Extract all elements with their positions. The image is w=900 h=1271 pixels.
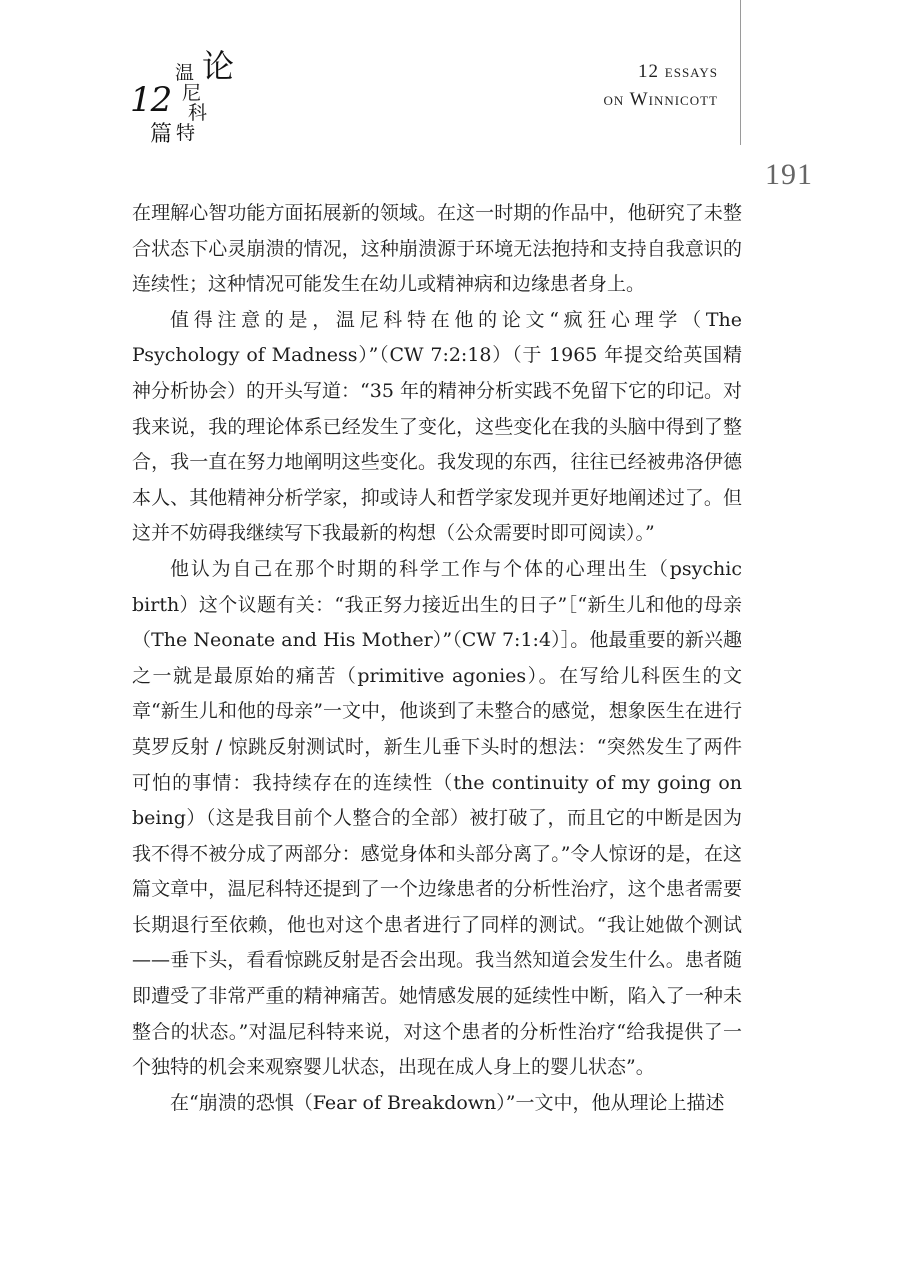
- logo-numeral: 12: [130, 80, 172, 120]
- paragraph-continued: 在理解心智功能方面拓展新的领域。在这一时期的作品中，他研究了未整合状态下心灵崩溃的情况，这种崩溃源于环境无法抱持和支持自我意识的连续性；这种情况可能发生在幼儿或精神病和边缘患者身上。: [132, 202, 742, 296]
- running-head-line-2: on Winnicott: [603, 89, 718, 110]
- logo-char-wen: 温: [175, 62, 195, 84]
- logo-char-ke: 科: [188, 102, 208, 124]
- header-divider: [740, 0, 741, 145]
- book-series-logo: [130, 47, 240, 150]
- body-text: [132, 196, 742, 1121]
- paragraph: 值得注意的是，温尼科特在他的论文“疯狂心理学（The Psychology of Madness）”（CW 7:2:18）（于 1965 年提交给英国精神分析协会）的开头写道：“35 年的精神分析实践不免留下它的印记。对我来说，我的理论体系已经发生了变化，这些变化在我的头脑中得到了整合，我一直在努力地阐明这些变化。我发现的东西，往往已经被弗洛伊德本人、其他精神分析学家，抑或诗人和哲学家发现并更好地阐述过了。但这并不妨碍我继续写下我最新的构想（公众需要时即可阅读）。”: [132, 308, 742, 545]
- paragraph: 在“崩溃的恐惧（Fear of Breakdown）”一文中，他从理论上描述: [170, 1091, 725, 1114]
- running-head-line-1: 12 essays: [638, 61, 718, 82]
- logo-char-te: 特: [176, 122, 196, 144]
- logo-char-lun: 论: [202, 47, 235, 85]
- running-head: [604, 58, 719, 114]
- logo-char-ni: 尼: [182, 82, 202, 104]
- page-number: 191: [765, 158, 813, 191]
- logo-char-pian: 篇: [150, 122, 173, 147]
- paragraph: 他认为自己在那个时期的科学工作与个体的心理出生（psychic birth）这个议题有关：“我正努力接近出生的日子”［“新生儿和他的母亲（The Neonate and His Mother）”（CW 7:1:4）］。他最重要的新兴趣之一就是最原始的痛苦（primitive agonies）。在写给儿科医生的文章“新生儿和他的母亲”一文中，他谈到了未整合的感觉，想象医生在进行莫罗反射 / 惊跳反射测试时，新生儿垂下头时的想法：“突然发生了两件可怕的事情：我持续存在的连续性（the continuity of my going on being）（这是我目前个人整合的全部）被打破了，而且它的中断是因为我不得不被分成了两部分：感觉身体和头部分离了。”令人惊讶的是，在这篇文章中，温尼科特还提到了一个边缘患者的分析性治疗，这个患者需要长期退行至依赖，他也对这个患者进行了同样的测试。“我让她做个测试——垂下头，看看惊跳反射是否会出现。我当然知道会发生什么。患者随即遭受了非常严重的精神痛苦。她情感发展的延续性中断，陷入了一种未整合的状态。”对温尼科特来说，对这个患者的分析性治疗“给我提供了一个独特的机会来观察婴儿状态，出现在成人身上的婴儿状态”。: [132, 557, 742, 1079]
